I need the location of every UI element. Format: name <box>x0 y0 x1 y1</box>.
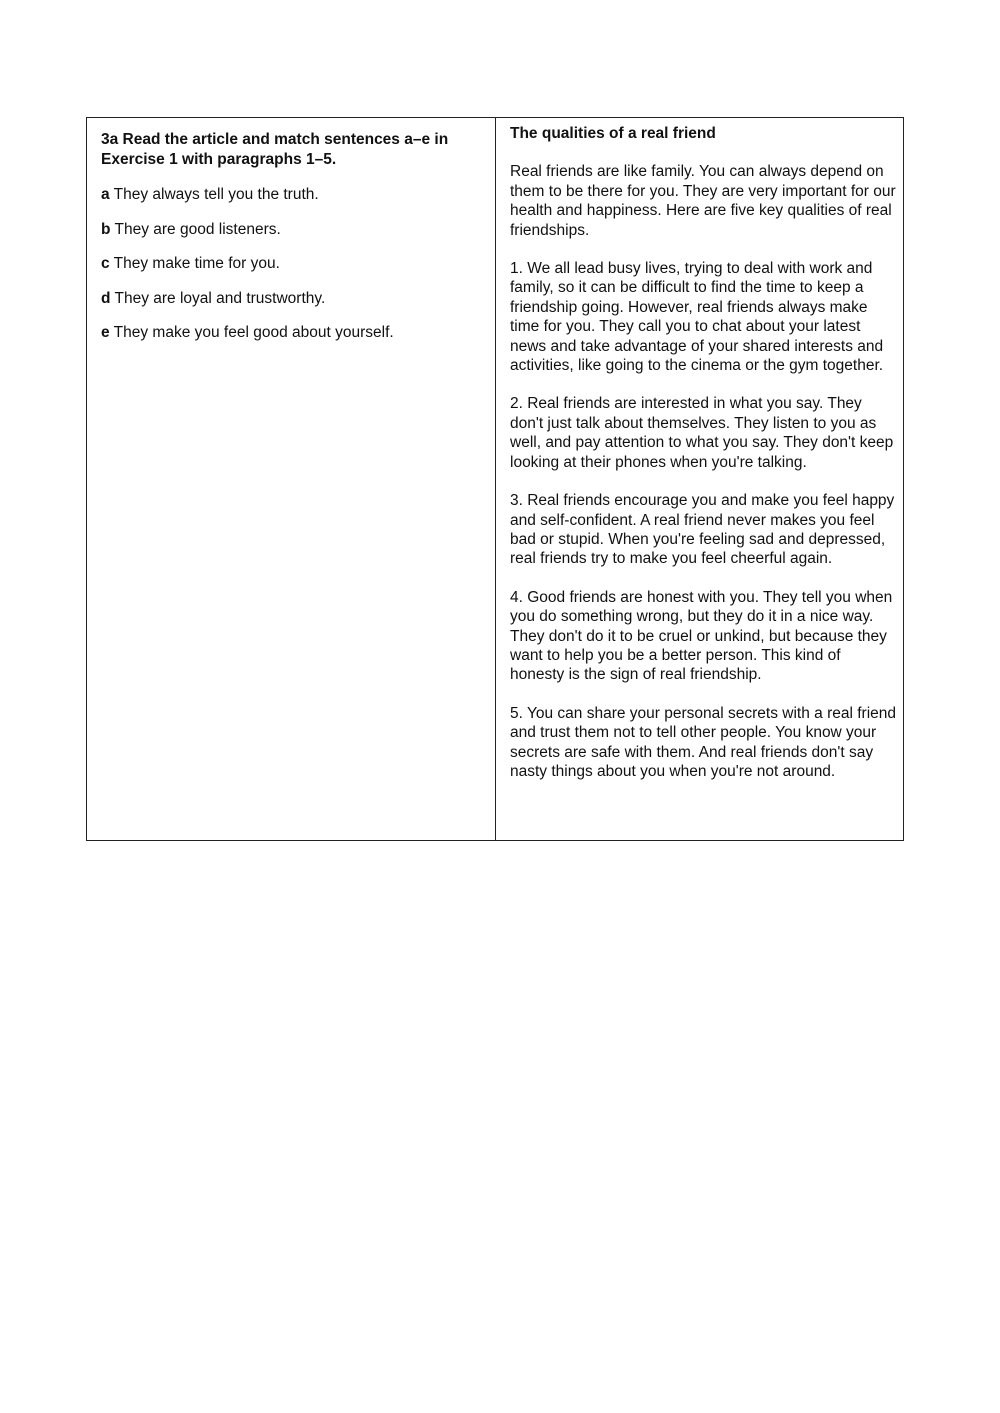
article-paragraph-5: 5. You can share your personal secrets with a real friend and trust them not to tell other people. You know your secrets are safe with them. And real friends don't say nasty things about you when you're not around. <box>510 704 897 780</box>
option-text: They make time for you. <box>113 255 280 272</box>
sentence-option-d <box>101 289 485 309</box>
option-letter: e <box>101 324 110 341</box>
article-paragraph-2: 2. Real friends are interested in what you say. They don't just talk about themselves. They listen to you as well, and pay attention to what you say. They don't keep looking at their phones when you're talking. <box>510 395 894 471</box>
article-column <box>496 118 903 840</box>
article-paragraph-3: 3. Real friends encourage you and make you feel happy and self-confident. A real friend never makes you feel bad or stupid. When you're feeling sad and depressed, real friends try to make you feel cheerful again. <box>510 492 895 568</box>
option-text: They are good listeners. <box>114 220 281 238</box>
article-paragraph-4: 4. Good friends are honest with you. They tell you when you do something wrong, but they do it in a nice way. They don't do it to be cruel or unkind, but because they want to help you be a better person. This kind of honesty is the sign of real friendship. <box>510 588 893 684</box>
sentence-option-a <box>101 185 485 205</box>
worksheet-table <box>86 117 904 841</box>
option-text: They always tell you the truth. <box>113 186 319 203</box>
article-intro: Real friends are like family. You can always depend on them to be there for you. They are very important for our health and happiness. Here are five key qualities of real friendships. <box>510 163 896 239</box>
option-letter: a <box>101 186 110 203</box>
option-letter: b <box>101 220 111 238</box>
option-letter: c <box>101 255 110 272</box>
sentence-option-e <box>101 323 485 343</box>
option-text: They are loyal and trustworthy. <box>114 289 326 307</box>
exercise-instruction: 3a Read the article and match sentences a–e in Exercise 1 with paragraphs 1–5. <box>101 131 449 168</box>
sentence-option-c <box>101 254 485 274</box>
article-title: The qualities of a real friend <box>510 125 716 142</box>
exercise-column <box>87 118 496 840</box>
sentence-option-b <box>101 220 485 240</box>
sentence-options <box>101 185 485 343</box>
option-text: They make you feel good about yourself. <box>113 324 394 341</box>
option-letter: d <box>101 289 111 307</box>
article-paragraph-1: 1. We all lead busy lives, trying to deal with work and family, so it can be difficult to find the time to keep a friendship going. However, real friends always make time for you. They call you to chat about your latest news and take advantage of your shared interests and activities, like going to the cinema or the gym together. <box>510 260 884 375</box>
